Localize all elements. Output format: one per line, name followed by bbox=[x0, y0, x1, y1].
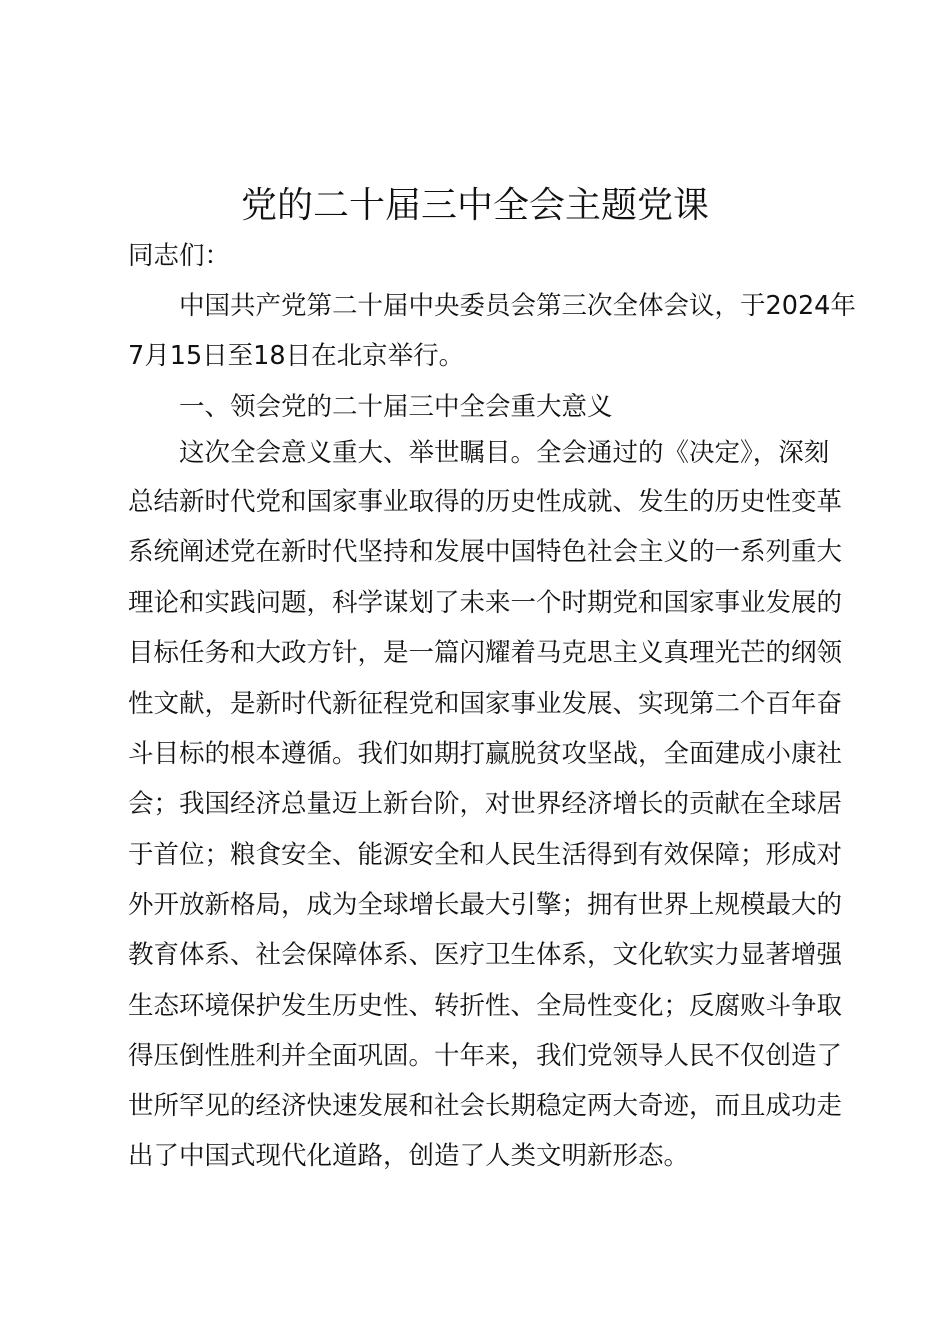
paragraph-line: 得压倒性胜利并全面巩固。十年来，我们党领导人民不仅创造了 bbox=[128, 1041, 843, 1071]
paragraph-line: 中国共产党第二十届中央委员会第三次全体会议，于2024年 bbox=[179, 291, 856, 321]
paragraph-line: 斗目标的根本遵循。我们如期打赢脱贫攻坚战，全面建成小康社 bbox=[128, 739, 843, 769]
paragraph-line: 于首位；粮食安全、能源安全和人民生活得到有效保障；形成对 bbox=[128, 840, 843, 870]
paragraph-line: 系统阐述党在新时代坚持和发展中国特色社会主义的一系列重大 bbox=[128, 537, 843, 567]
paragraph-line: 这次全会意义重大、举世瞩目。全会通过的《决定》，深刻 bbox=[179, 438, 830, 468]
paragraph-line: 生态环境保护发生历史性、转折性、全局性变化；反腐败斗争取 bbox=[128, 991, 843, 1021]
salutation: 同志们： bbox=[128, 241, 231, 271]
paragraph-line: 外开放新格局，成为全球增长最大引擎；拥有世界上规模最大的 bbox=[128, 890, 843, 920]
paragraph-line: 出了中国式现代化道路，创造了人类文明新形态。 bbox=[128, 1141, 690, 1171]
document-title: 党的二十届三中全会主题党课 bbox=[240, 185, 709, 226]
paragraph-line: 教育体系、社会保障体系、医疗卫生体系，文化软实力显著增强 bbox=[128, 940, 843, 970]
section-heading: 一、领会党的二十届三中全会重大意义 bbox=[179, 392, 613, 422]
paragraph-line: 会；我国经济总量迈上新台阶，对世界经济增长的贡献在全球居 bbox=[128, 789, 843, 819]
paragraph-line: 理论和实践问题，科学谋划了未来一个时期党和国家事业发展的 bbox=[128, 588, 843, 618]
paragraph-line: 总结新时代党和国家事业取得的历史性成就、发生的历史性变革 bbox=[128, 487, 843, 517]
paragraph-line: 世所罕见的经济快速发展和社会长期稳定两大奇迹，而且成功走 bbox=[128, 1091, 843, 1121]
paragraph-line: 目标任务和大政方针，是一篇闪耀着马克思主义真理光芒的纲领 bbox=[128, 638, 843, 668]
paragraph-line: 性文献，是新时代新征程党和国家事业发展、实现第二个百年奋 bbox=[128, 689, 843, 719]
paragraph-line: 7月15日至18日在北京举行。 bbox=[128, 341, 465, 371]
